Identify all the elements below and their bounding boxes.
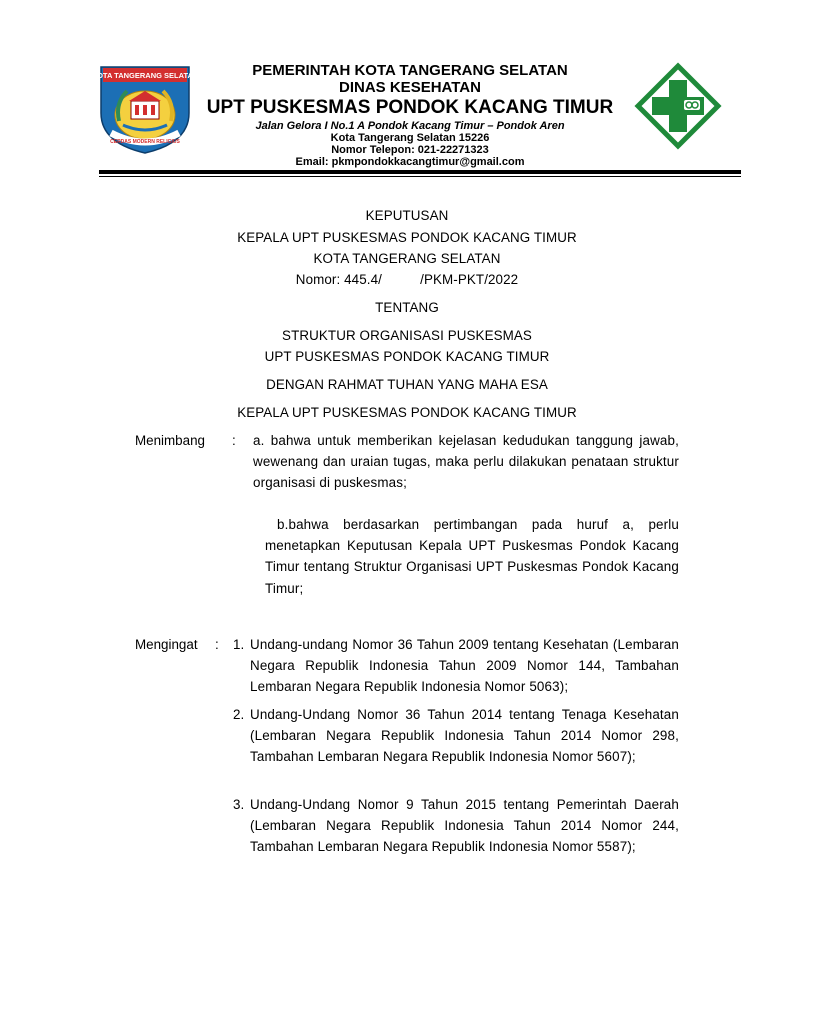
letterhead-divider-thin <box>99 176 741 177</box>
letterhead-institution: UPT PUSKESMAS PONDOK KACANG TIMUR <box>206 97 614 118</box>
letterhead-phone: Nomor Telepon: 021-22271323 <box>331 144 489 156</box>
about-heading: TENTANG <box>375 300 439 315</box>
mengingat-colon: : <box>215 637 219 652</box>
mengingat-item-3: Undang-Undang Nomor 9 Tahun 2015 tentang Pemerintah Daerah (Lembaran Negara Republik Indonesia Tahun 2014 Nomor 244, Tambahan Lembaran Negara Republik Indonesia Nomor 5587); <box>250 797 679 855</box>
menimbang-item-a-text: a. bahwa untuk memberikan kejelasan kedudukan tanggung jawab, wewenang dan uraian tugas, maka perlu dilakukan penataan struktur organisasi di puskesmas; <box>253 433 679 491</box>
issuer-city: KOTA TANGERANG SELATAN <box>313 251 501 266</box>
letterhead-city: Kota Tangerang Selatan 15226 <box>330 132 490 144</box>
svg-text:KOTA TANGERANG SELATAN: KOTA TANGERANG SELATAN <box>91 71 199 80</box>
svg-text:CERDAS MODERN RELIGIUS: CERDAS MODERN RELIGIUS <box>110 139 180 145</box>
subject-line-1: STRUKTUR ORGANISASI PUSKESMAS <box>282 328 532 343</box>
letterhead-address: Jalan Gelora I No.1 A Pondok Kacang Timur – Pondok Aren <box>255 120 565 132</box>
invocation: DENGAN RAHMAT TUHAN YANG MAHA ESA <box>266 377 548 392</box>
letterhead-government: PEMERINTAH KOTA TANGERANG SELATAN <box>252 62 568 79</box>
mengingat-label: Mengingat <box>135 637 198 652</box>
menimbang-colon: : <box>232 433 236 448</box>
puskesmas-cross-logo <box>636 64 720 148</box>
decision-number: Nomor: 445.4/ /PKM-PKT/2022 <box>295 272 519 287</box>
mengingat-item-1: Undang-undang Nomor 36 Tahun 2009 tentang Kesehatan (Lembaran Negara Republik Indonesia Tahun 2009 Nomor 144, Tambahan Lembaran Negara Republik Indonesia Nomor 5063); <box>250 637 679 695</box>
menimbang-item-b <box>265 514 679 599</box>
tangsel-emblem-logo <box>91 63 199 155</box>
issuer-title: KEPALA UPT PUSKESMAS PONDOK KACANG TIMUR <box>237 230 577 245</box>
letterhead-divider <box>99 170 741 174</box>
menimbang-label: Menimbang <box>135 433 205 448</box>
menimbang-item-a <box>253 430 679 494</box>
letterhead-email: Email: pkmpondokkacangtimur@gmail.com <box>295 156 525 168</box>
menimbang-item-b-text: b.bahwa berdasarkan pertimbangan pada huruf a, perlu menetapkan Keputusan Kepala UPT Puskesmas Pondok Kacang Timur tentang Struktur Organisasi UPT Puskesmas Pondok Kacang Timur; <box>265 517 679 596</box>
mengingat-item-2: Undang-Undang Nomor 36 Tahun 2014 tentang Tenaga Kesehatan (Lembaran Negara Republik Indonesia Tahun 2014 Nomor 298, Tambahan Lembaran Negara Republik Indonesia Nomor 5607); <box>250 707 679 765</box>
decision-heading: KEPUTUSAN <box>365 208 449 223</box>
letterhead <box>190 62 630 168</box>
mengingat-item-2-number: 2. <box>233 707 245 722</box>
mengingat-item-3-number: 3. <box>233 797 245 812</box>
letterhead-department: DINAS KESEHATAN <box>339 79 481 96</box>
mengingat-item-1-number: 1. <box>233 637 245 652</box>
subject-line-2: UPT PUSKESMAS PONDOK KACANG TIMUR <box>264 349 550 364</box>
issuer-title-repeat: KEPALA UPT PUSKESMAS PONDOK KACANG TIMUR <box>237 405 577 420</box>
